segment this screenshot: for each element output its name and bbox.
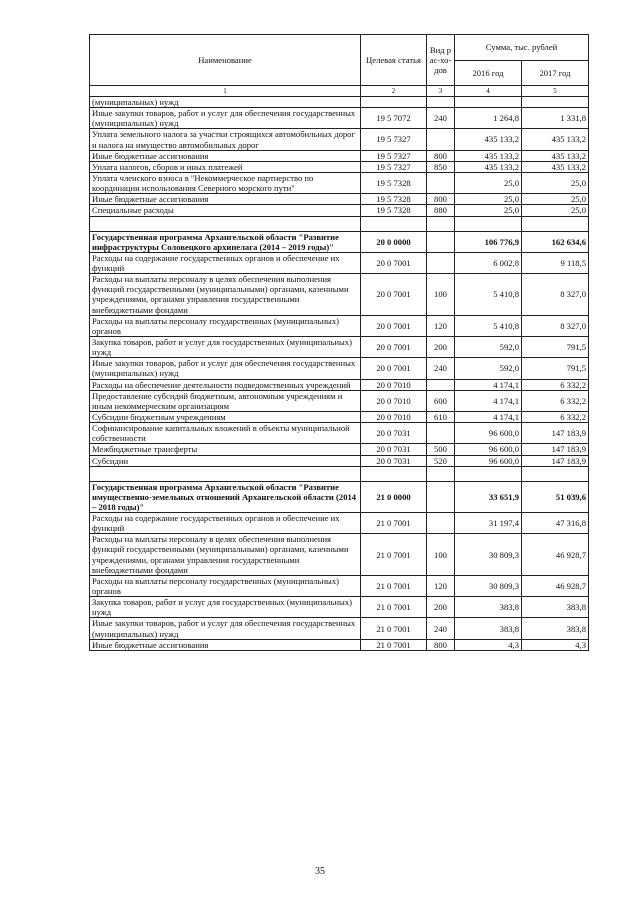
spacer-cell	[90, 466, 361, 481]
row-type	[427, 423, 455, 444]
table-row	[90, 129, 589, 150]
header-year-2017: 2017 год	[522, 60, 589, 86]
spacer-cell	[361, 216, 427, 231]
row-amount-2017: 6 332,2	[522, 411, 589, 422]
table-row	[90, 205, 589, 216]
row-code: 20 0 7001	[361, 252, 427, 273]
row-amount-2016: 5 410,8	[455, 274, 522, 316]
row-code: 20 0 7010	[361, 411, 427, 422]
table-row	[90, 411, 589, 422]
row-type: 120	[427, 315, 455, 336]
spacer-cell	[455, 216, 522, 231]
row-amount-2016: 592,0	[455, 358, 522, 379]
row-code	[361, 97, 427, 108]
row-type: 800	[427, 194, 455, 205]
header-code: Целевая статья	[361, 35, 427, 86]
row-name: Иные бюджетные ассигнования	[90, 194, 361, 205]
row-type	[427, 252, 455, 273]
row-code: 21 0 7001	[361, 618, 427, 639]
row-code: 21 0 7001	[361, 639, 427, 650]
spacer-row	[90, 216, 589, 231]
table-row	[90, 597, 589, 618]
table-row	[90, 639, 589, 650]
row-amount-2017: 147 183,9	[522, 423, 589, 444]
row-type: 240	[427, 108, 455, 129]
table-row	[90, 97, 589, 108]
row-code: 21 0 0000	[361, 481, 427, 512]
row-amount-2016: 25,0	[455, 194, 522, 205]
row-amount-2017: 383,8	[522, 597, 589, 618]
row-amount-2017: 6 332,2	[522, 390, 589, 411]
row-amount-2016: 1 264,8	[455, 108, 522, 129]
row-amount-2017: 8 327,0	[522, 315, 589, 336]
row-type: 100	[427, 274, 455, 316]
row-code: 21 0 7001	[361, 534, 427, 576]
row-amount-2017: 791,5	[522, 336, 589, 357]
row-type: 100	[427, 534, 455, 576]
row-amount-2017: 4,3	[522, 639, 589, 650]
row-code: 21 0 7001	[361, 597, 427, 618]
row-code: 19 5 7328	[361, 205, 427, 216]
row-amount-2017: 25,0	[522, 194, 589, 205]
row-name: Межбюджетные трансферты	[90, 444, 361, 455]
row-amount-2016	[455, 97, 522, 108]
row-code: 19 5 7327	[361, 129, 427, 150]
header-year-2016: 2016 год	[455, 60, 522, 86]
row-amount-2016: 30 809,3	[455, 534, 522, 576]
row-name: Расходы на выплаты персоналу государственных (муниципальных) органов	[90, 575, 361, 596]
row-amount-2017: 1 331,8	[522, 108, 589, 129]
row-type: 520	[427, 455, 455, 466]
row-name: Закупка товаров, работ и услуг для государственных (муниципальных) нужд	[90, 597, 361, 618]
row-type: 240	[427, 358, 455, 379]
row-code: 19 5 7327	[361, 150, 427, 161]
row-type	[427, 129, 455, 150]
row-name: Иные закупки товаров, работ и услуг для обеспечения государственных (муниципальных) нужд	[90, 618, 361, 639]
row-amount-2017: 8 327,0	[522, 274, 589, 316]
row-type	[427, 231, 455, 252]
row-name: Расходы на выплаты персоналу государственных (муниципальных) органов	[90, 315, 361, 336]
row-code: 20 0 0000	[361, 231, 427, 252]
spacer-cell	[455, 466, 522, 481]
row-amount-2016: 30 809,3	[455, 575, 522, 596]
table-row	[90, 252, 589, 273]
row-amount-2016: 96 600,0	[455, 444, 522, 455]
row-amount-2017: 147 183,9	[522, 455, 589, 466]
row-type: 200	[427, 597, 455, 618]
row-name: Государственная программа Архангельской области "Развитие инфраструктуры Соловецкого архипелага (2014 – 2019 годы)"	[90, 231, 361, 252]
table-row	[90, 336, 589, 357]
row-name: Уплата членского взноса в "Некоммерческое партнерство по координации использования Северного морского пути"	[90, 172, 361, 193]
row-code: 19 5 7327	[361, 161, 427, 172]
row-type: 850	[427, 161, 455, 172]
row-name: Расходы на содержание государственных органов и обеспечение их функций	[90, 513, 361, 534]
row-type	[427, 172, 455, 193]
table-row	[90, 161, 589, 172]
table-row	[90, 315, 589, 336]
column-numbers-row	[90, 86, 589, 97]
row-type: 800	[427, 150, 455, 161]
row-name: Уплата налогов, сборов и иных платежей	[90, 161, 361, 172]
row-amount-2017: 383,8	[522, 618, 589, 639]
row-amount-2016: 4 174,1	[455, 379, 522, 390]
table-row	[90, 534, 589, 576]
row-code: 20 0 7031	[361, 455, 427, 466]
column-number: 5	[522, 86, 589, 97]
spacer-cell	[427, 466, 455, 481]
row-type	[427, 481, 455, 512]
column-number: 4	[455, 86, 522, 97]
row-code: 20 0 7031	[361, 423, 427, 444]
row-amount-2017: 25,0	[522, 205, 589, 216]
row-code: 20 0 7001	[361, 336, 427, 357]
row-amount-2016: 435 133,2	[455, 129, 522, 150]
row-amount-2017: 9 118,5	[522, 252, 589, 273]
row-amount-2016: 6 002,8	[455, 252, 522, 273]
row-amount-2016: 383,8	[455, 618, 522, 639]
row-amount-2016: 25,0	[455, 205, 522, 216]
row-amount-2016: 33 651,9	[455, 481, 522, 512]
table-body	[90, 97, 589, 651]
table-row	[90, 194, 589, 205]
row-code: 19 5 7328	[361, 172, 427, 193]
table-row	[90, 150, 589, 161]
row-amount-2016: 31 197,4	[455, 513, 522, 534]
row-name: Иные закупки товаров, работ и услуг для обеспечения государственных (муниципальных) нужд	[90, 358, 361, 379]
table-row	[90, 172, 589, 193]
row-amount-2016: 4 174,1	[455, 390, 522, 411]
column-number: 2	[361, 86, 427, 97]
row-amount-2017: 25,0	[522, 172, 589, 193]
row-type: 200	[427, 336, 455, 357]
row-type	[427, 97, 455, 108]
table-row	[90, 108, 589, 129]
table-header	[90, 35, 589, 97]
row-amount-2017: 791,5	[522, 358, 589, 379]
header-type: Вид рас-хо-дов	[427, 35, 455, 86]
budget-table	[89, 34, 589, 651]
row-code: 20 0 7001	[361, 274, 427, 316]
row-name: Субсидии	[90, 455, 361, 466]
header-row	[90, 35, 589, 61]
table-row	[90, 379, 589, 390]
row-code: 20 0 7001	[361, 358, 427, 379]
header-name: Наименование	[90, 35, 361, 86]
row-name: Расходы на выплаты персоналу в целях обеспечения выполнения функций государственными (муниципальными) органами, казенными учреждениями, органами управления государственными внебюджетными фондами	[90, 274, 361, 316]
row-code: 19 5 7328	[361, 194, 427, 205]
table-row	[90, 423, 589, 444]
page-number: 35	[315, 866, 325, 877]
row-amount-2016: 25,0	[455, 172, 522, 193]
column-number: 1	[90, 86, 361, 97]
row-amount-2016: 96 600,0	[455, 455, 522, 466]
header-sum: Сумма, тыс. рублей	[455, 35, 589, 61]
row-amount-2017: 435 133,2	[522, 161, 589, 172]
row-name: Расходы на обеспечение деятельности подведомственных учреждений	[90, 379, 361, 390]
row-code: 20 0 7010	[361, 390, 427, 411]
table-row	[90, 618, 589, 639]
spacer-cell	[522, 466, 589, 481]
row-amount-2017: 6 332,2	[522, 379, 589, 390]
row-type: 240	[427, 618, 455, 639]
column-number: 3	[427, 86, 455, 97]
row-name: Государственная программа Архангельской области "Развитие имущественно-земельных отношений Архангельской области (2014 – 2018 годы)"	[90, 481, 361, 512]
row-name: Иные бюджетные ассигнования	[90, 150, 361, 161]
table-row	[90, 455, 589, 466]
program-row	[90, 481, 589, 512]
row-amount-2017	[522, 97, 589, 108]
row-amount-2016: 96 600,0	[455, 423, 522, 444]
row-name: Предоставление субсидий бюджетным, автономным учреждениям и иным некоммерческим организациям	[90, 390, 361, 411]
row-name: Софинансирование капитальных вложений в объекты муниципальной собственности	[90, 423, 361, 444]
row-name: Расходы на выплаты персоналу в целях обеспечения выполнения функций государственными (муниципальными) органами, казенными учреждениями, органами управления государственными внебюджетными фондами	[90, 534, 361, 576]
row-type	[427, 513, 455, 534]
row-code: 21 0 7001	[361, 575, 427, 596]
row-amount-2017: 147 183,9	[522, 444, 589, 455]
row-name: Уплата земельного налога за участки строящихся автомобильных дорог и налога на имущество автомобильных дорог	[90, 129, 361, 150]
row-name: Расходы на содержание государственных органов и обеспечение их функций	[90, 252, 361, 273]
spacer-cell	[90, 216, 361, 231]
table-row	[90, 358, 589, 379]
row-amount-2017: 47 316,8	[522, 513, 589, 534]
spacer-row	[90, 466, 589, 481]
program-row	[90, 231, 589, 252]
row-code: 20 0 7031	[361, 444, 427, 455]
row-type: 880	[427, 205, 455, 216]
row-name: Субсидии бюджетным учреждениям	[90, 411, 361, 422]
row-amount-2016: 4 174,1	[455, 411, 522, 422]
row-amount-2016: 383,8	[455, 597, 522, 618]
row-type: 120	[427, 575, 455, 596]
row-amount-2017: 162 634,6	[522, 231, 589, 252]
table-row	[90, 274, 589, 316]
row-code: 19 5 7072	[361, 108, 427, 129]
spacer-cell	[427, 216, 455, 231]
row-amount-2016: 5 410,8	[455, 315, 522, 336]
row-amount-2016: 435 133,2	[455, 161, 522, 172]
row-amount-2017: 435 133,2	[522, 150, 589, 161]
row-code: 20 0 7001	[361, 315, 427, 336]
row-type	[427, 379, 455, 390]
row-name: Иные бюджетные ассигнования	[90, 639, 361, 650]
row-type: 500	[427, 444, 455, 455]
row-type: 800	[427, 639, 455, 650]
row-amount-2017: 435 133,2	[522, 129, 589, 150]
row-code: 20 0 7010	[361, 379, 427, 390]
table-row	[90, 390, 589, 411]
row-amount-2016: 435 133,2	[455, 150, 522, 161]
row-amount-2016: 592,0	[455, 336, 522, 357]
row-amount-2016: 106 776,9	[455, 231, 522, 252]
row-name: (муниципальных) нужд	[90, 97, 361, 108]
row-name: Специальные расходы	[90, 205, 361, 216]
table-row	[90, 575, 589, 596]
row-type: 600	[427, 390, 455, 411]
row-name: Иные закупки товаров, работ и услуг для обеспечения государственных (муниципальных) нужд	[90, 108, 361, 129]
row-amount-2016: 4,3	[455, 639, 522, 650]
row-amount-2017: 46 928,7	[522, 575, 589, 596]
row-name: Закупка товаров, работ и услуг для государственных (муниципальных) нужд	[90, 336, 361, 357]
spacer-cell	[361, 466, 427, 481]
row-amount-2017: 51 039,6	[522, 481, 589, 512]
row-type: 610	[427, 411, 455, 422]
table-row	[90, 444, 589, 455]
spacer-cell	[522, 216, 589, 231]
row-amount-2017: 46 928,7	[522, 534, 589, 576]
row-code: 21 0 7001	[361, 513, 427, 534]
table-row	[90, 513, 589, 534]
